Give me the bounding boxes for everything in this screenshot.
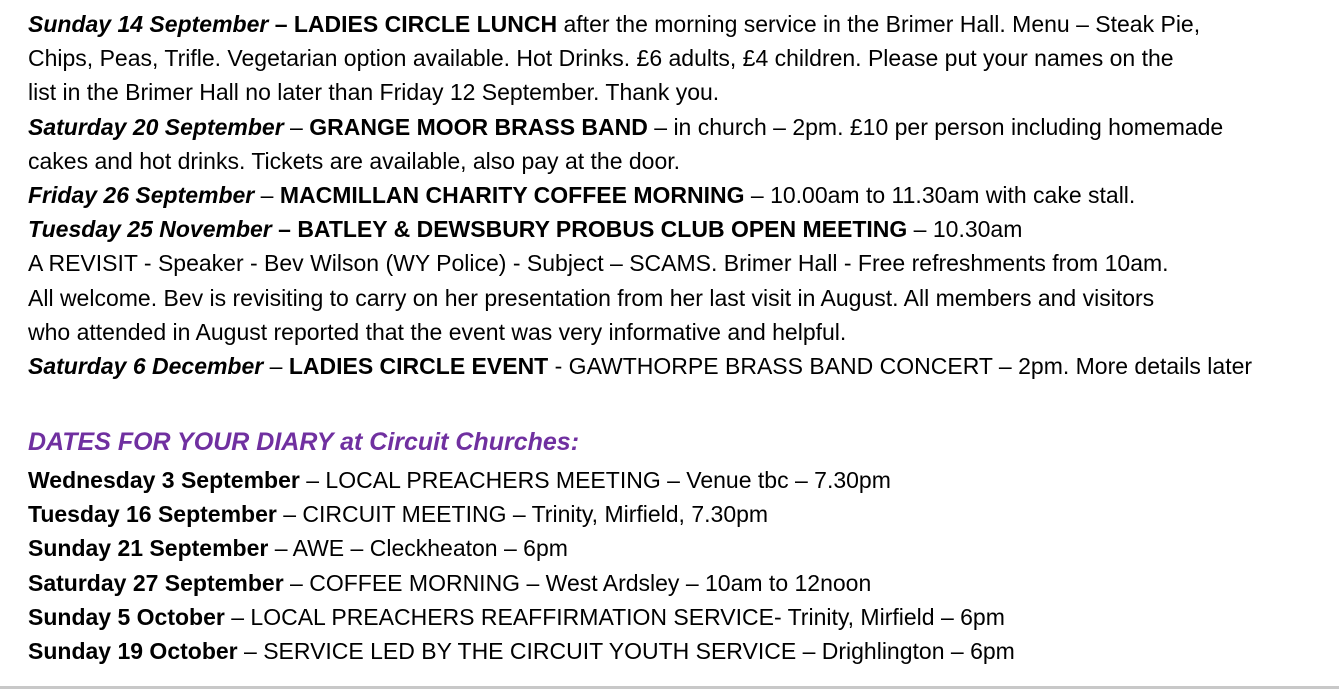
event-line	[28, 281, 1318, 315]
event-text: list in the Brimer Hall no later than Friday 12 September. Thank you.	[28, 79, 720, 106]
event-line	[28, 144, 1318, 178]
event-text: All welcome. Bev is revisiting to carry on her presentation from her last visit in August. All members and visitors	[28, 284, 1155, 311]
diary-date: Tuesday 16 September	[28, 501, 277, 528]
event-text: –	[254, 181, 280, 208]
diary-detail: – CIRCUIT MEETING – Trinity, Mirfield, 7.30pm	[276, 501, 769, 528]
diary-detail: – SERVICE LED BY THE CIRCUIT YOUTH SERVICE – Drighlington – 6pm	[237, 637, 1015, 664]
circuit-diary-list	[28, 463, 1318, 668]
event-line	[28, 212, 1318, 246]
event-text: – 10.30am	[907, 216, 1023, 243]
event-text: Chips, Peas, Trifle. Vegetarian option available. Hot Drinks. £6 adults, £4 children. Please put your names on the	[28, 45, 1174, 72]
diary-date: Sunday 5 October	[28, 603, 225, 630]
event-title: MACMILLAN CHARITY COFFEE MORNING	[279, 181, 745, 208]
diary-date: Wednesday 3 September	[28, 467, 300, 493]
event-text: –	[263, 352, 289, 379]
event-text: – 10.00am to 11.30am with cake stall.	[744, 181, 1136, 208]
event-title: GRANGE MOOR BRASS BAND	[309, 113, 648, 140]
diary-item	[28, 497, 1318, 531]
diary-date: Sunday 19 October	[28, 637, 238, 664]
event-line	[28, 41, 1318, 75]
event-date: Tuesday 25 November	[28, 216, 272, 243]
event-line	[28, 75, 1318, 109]
diary-detail: – AWE – Cleckheaton – 6pm	[268, 535, 568, 562]
diary-date: Sunday 21 September	[28, 535, 269, 562]
diary-detail: – COFFEE MORNING – West Ardsley – 10am to 12noon	[283, 569, 872, 596]
church-events-list	[28, 7, 1318, 383]
diary-item	[28, 566, 1318, 600]
event-line	[28, 315, 1318, 349]
event-text: cakes and hot drinks. Tickets are available, also pay at the door.	[28, 147, 681, 174]
event-date: Friday 26 September	[28, 181, 255, 208]
event-line	[28, 7, 1318, 41]
event-text: who attended in August reported that the event was very informative and helpful.	[28, 318, 847, 345]
event-text: –	[283, 113, 310, 140]
event-title: – LADIES CIRCLE LUNCH	[268, 11, 558, 37]
diary-item	[28, 634, 1318, 668]
event-date: Saturday 20 September	[28, 113, 284, 140]
diary-heading: DATES FOR YOUR DIARY at Circuit Churches:	[28, 428, 580, 456]
event-line	[28, 246, 1318, 280]
event-text: A REVISIT - Speaker - Bev Wilson (WY Police) - Subject – SCAMS. Brimer Hall - Free refreshments from 10am.	[28, 250, 1169, 277]
diary-item	[28, 531, 1318, 565]
event-date: Saturday 6 December	[28, 352, 264, 379]
event-title: LADIES CIRCLE EVENT	[288, 352, 549, 379]
event-date: Sunday 14 September	[28, 11, 269, 37]
event-title: – BATLEY & DEWSBURY PROBUS CLUB OPEN MEETING	[271, 216, 908, 243]
diary-item	[28, 600, 1318, 634]
event-text: – in church – 2pm. £10 per person including homemade	[647, 113, 1224, 140]
diary-detail: – LOCAL PREACHERS REAFFIRMATION SERVICE- Trinity, Mirfield – 6pm	[224, 603, 1005, 630]
event-line	[28, 178, 1318, 212]
event-text: after the morning service in the Brimer Hall. Menu – Steak Pie,	[557, 11, 1201, 37]
event-text: - GAWTHORPE BRASS BAND CONCERT – 2pm. More details later	[548, 352, 1253, 379]
event-line	[28, 110, 1318, 144]
event-line	[28, 349, 1318, 383]
diary-item	[28, 463, 1318, 497]
diary-date: Saturday 27 September	[28, 569, 284, 596]
diary-detail: – LOCAL PREACHERS MEETING – Venue tbc – 7.30pm	[299, 467, 891, 493]
